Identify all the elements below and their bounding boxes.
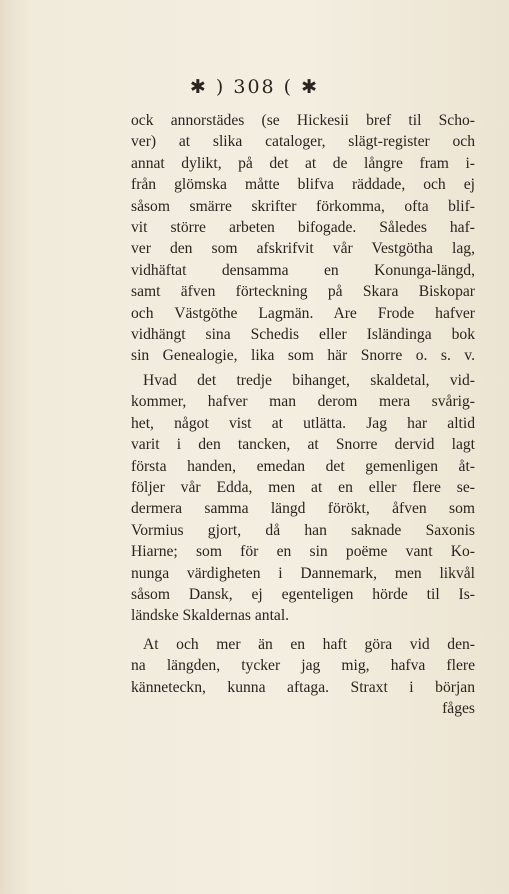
text-line: följer vår Edda, men at en eller flere se- xyxy=(131,478,475,496)
text-line: såsom smärre skrifter förkomma, ofta blif- xyxy=(131,197,475,215)
text-line: och Västgöthe Lagmän. Are Frode hafver xyxy=(131,304,475,322)
text-line: vidhäftat densamma en Konunga-längd, xyxy=(131,261,475,279)
bracket-left: ) xyxy=(215,76,226,98)
catchword: fåges xyxy=(442,700,475,718)
text-line: varit i den tancken, at Snorre dervid lagt xyxy=(131,436,475,454)
text-line: känneteckn, kunna aftaga. Straxt i början xyxy=(131,678,475,696)
text-line: Hiarne; som för en sin poëme vant Ko- xyxy=(131,543,475,561)
page-number: 308 xyxy=(233,76,276,98)
text-line: Vormius gjort, då han saknade Saxonis xyxy=(131,521,475,539)
ornament-right-icon: ✱ xyxy=(301,76,320,98)
ornament-left-icon: ✱ xyxy=(189,76,208,98)
page-header xyxy=(0,76,509,98)
text-line: ver den som afskrifvit vår Vestgötha lag, xyxy=(131,240,475,258)
paragraph-2 xyxy=(131,370,475,627)
text-line: annat dylikt, på det at de långre fram i- xyxy=(131,154,475,172)
text-line: At och mer än en haft göra vid den- xyxy=(143,636,475,653)
text-line: het, något vist at utlätta. Jag har altid xyxy=(131,414,475,432)
text-line: såsom Dansk, ej egenteligen hörde til Is- xyxy=(131,585,475,603)
text-line: sin Genealogie, lika som här Snorre o. s. v. xyxy=(131,347,475,365)
text-line: na längden, tycker jag mig, hafva flere xyxy=(131,657,475,675)
text-line: ländske Skaldernas antal. xyxy=(131,607,290,625)
text-line: ock annorstädes (se Hickesii bref til Scho- xyxy=(131,112,475,129)
text-line: ver) at slika cataloger, slägt-register och xyxy=(131,133,475,151)
text-line: dermera samma längd förökt, åfven som xyxy=(131,500,475,518)
paragraph-1 xyxy=(131,110,475,367)
bracket-right: ( xyxy=(283,76,294,98)
paragraph-3 xyxy=(131,634,475,720)
text-line: vit större arbeten bifogade. Således haf- xyxy=(131,218,475,236)
text-line: samt äfven förteckning på Skara Biskopar xyxy=(131,283,475,301)
text-line: kommer, hafver man derom mera svårig- xyxy=(131,393,475,411)
text-line: nunga värdigheten i Dannemark, men likvål xyxy=(131,564,475,582)
text-line: första handen, emedan det gemenligen åt- xyxy=(131,457,475,475)
text-line: vidhängt sina Schedis eller Isländinga bok xyxy=(131,325,475,343)
text-line: från glömska måtte blifva räddade, och ej xyxy=(131,176,475,194)
text-line: Hvad det tredje bihanget, skaldetal, vid- xyxy=(143,372,475,389)
